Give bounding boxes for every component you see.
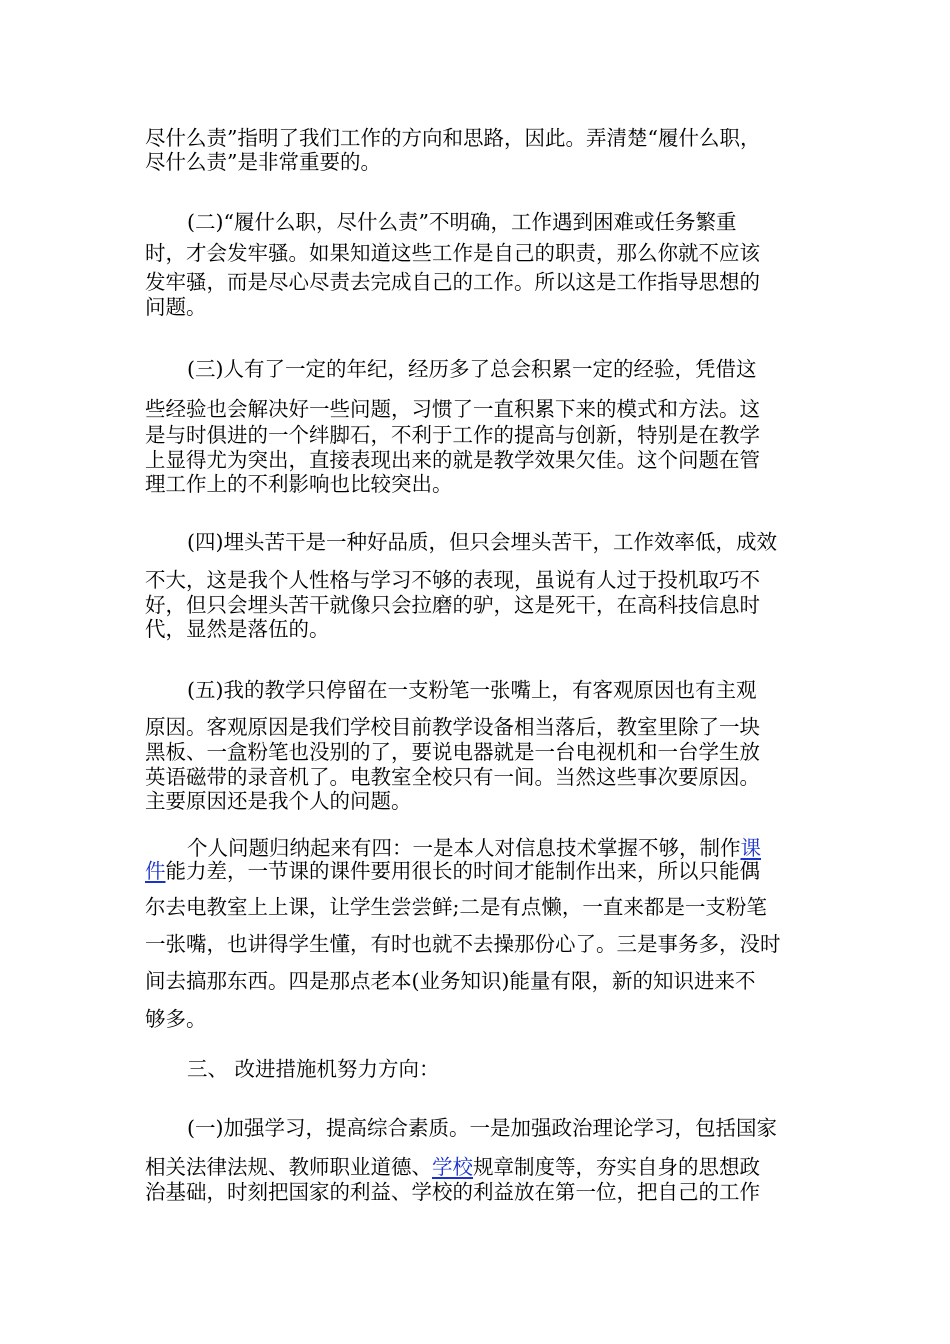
text-run: 是与时俱进的一个绊脚石，不利于工作的提高与创新，特别是在教学 bbox=[145, 423, 760, 447]
text-run: 尽什么责”是非常重要的。 bbox=[145, 150, 381, 174]
text-run: 黑板、一盒粉笔也没别的了，要说电器就是一台电视机和一台学生放 bbox=[145, 740, 760, 764]
text-run: 规章制度等，夯实自身的思想政 bbox=[473, 1155, 760, 1179]
text-run: 三、 改进措施机努力方向： bbox=[187, 1057, 440, 1081]
text-run: 好，但只会埋头苦干就像只会拉磨的驴，这是死干，在高科技信息时 bbox=[145, 593, 760, 617]
text-run: 不大，这是我个人性格与学习不够的表现，虽说有人过于投机取巧不 bbox=[145, 568, 760, 592]
text-line bbox=[145, 1155, 760, 1179]
text-run: 相关法律法规、教师职业道德、 bbox=[145, 1155, 432, 1179]
text-line bbox=[145, 397, 760, 421]
text-run: 治基础，时刻把国家的利益、学校的利益放在第一位，把自己的工作 bbox=[145, 1180, 760, 1204]
text-line bbox=[187, 357, 757, 381]
text-line bbox=[145, 126, 760, 150]
text-line bbox=[187, 530, 777, 554]
text-run: 一张嘴，也讲得学生懂，有时也就不去操那份心了。三是事务多，没时 bbox=[145, 932, 781, 956]
text-line bbox=[145, 295, 207, 319]
text-line bbox=[187, 1116, 777, 1140]
text-line bbox=[145, 448, 760, 472]
text-line bbox=[145, 969, 756, 993]
text-line bbox=[145, 423, 760, 447]
text-line bbox=[187, 1057, 440, 1081]
text-line bbox=[187, 836, 761, 860]
text-line bbox=[145, 1180, 760, 1204]
text-run: (二)“履什么职，尽什么责”不明确，工作遇到困难或任务繁重 bbox=[187, 210, 737, 234]
text-line bbox=[145, 859, 760, 883]
text-run: 间去搞那东西。四是那点老本(业务知识)能量有限，新的知识进来不 bbox=[145, 969, 756, 993]
text-line bbox=[145, 617, 330, 641]
text-line bbox=[187, 210, 736, 234]
text-line bbox=[145, 715, 760, 739]
text-line bbox=[145, 740, 760, 764]
text-line bbox=[145, 472, 453, 496]
text-run: 尽什么责”指明了我们工作的方向和思路，因此。弄清楚“履什么职， bbox=[145, 126, 761, 150]
text-run: (三)人有了一定的年纪，经历多了总会积累一定的经验，凭借这 bbox=[187, 357, 757, 381]
text-line bbox=[145, 932, 781, 956]
text-run: 上显得尤为突出，直接表现出来的就是教学效果欠佳。这个问题在管 bbox=[145, 448, 760, 472]
text-run: 理工作上的不利影响也比较突出。 bbox=[145, 472, 453, 496]
text-line bbox=[145, 765, 760, 789]
text-line bbox=[145, 593, 760, 617]
hyperlink[interactable]: 课 bbox=[740, 836, 761, 860]
text-line bbox=[145, 150, 381, 174]
text-run: 个人问题归纳起来有四：一是本人对信息技术掌握不够，制作 bbox=[187, 836, 741, 860]
text-line bbox=[145, 895, 767, 919]
text-line bbox=[187, 678, 757, 702]
text-line bbox=[145, 1007, 207, 1031]
text-run: 问题。 bbox=[145, 295, 207, 319]
text-run: 原因。客观原因是我们学校目前教学设备相当落后，教室里除了一块 bbox=[145, 715, 760, 739]
text-run: (一)加强学习，提高综合素质。一是加强政治理论学习，包括国家 bbox=[187, 1116, 777, 1140]
text-run: 够多。 bbox=[145, 1007, 207, 1031]
text-run: (四)埋头苦干是一种好品质，但只会埋头苦干，工作效率低，成效 bbox=[187, 530, 777, 554]
hyperlink[interactable]: 学校 bbox=[432, 1155, 473, 1179]
text-run: 主要原因还是我个人的问题。 bbox=[145, 789, 412, 813]
text-run: 尔去电教室上上课，让学生尝尝鲜;二是有点懒，一直来都是一支粉笔 bbox=[145, 895, 767, 919]
text-line bbox=[145, 270, 760, 294]
text-run: 时，才会发牢骚。如果知道这些工作是自己的职责，那么你就不应该 bbox=[145, 241, 760, 265]
text-run: (五)我的教学只停留在一支粉笔一张嘴上，有客观原因也有主观 bbox=[187, 678, 757, 702]
text-line bbox=[145, 789, 412, 813]
text-run: 些经验也会解决好一些问题，习惯了一直积累下来的模式和方法。这 bbox=[145, 397, 760, 421]
text-run: 能力差，一节课的课件要用很长的时间才能制作出来，所以只能偶 bbox=[165, 859, 760, 883]
text-line bbox=[145, 241, 760, 265]
text-run: 发牢骚，而是尽心尽责去完成自己的工作。所以这是工作指导思想的 bbox=[145, 270, 760, 294]
text-run: 代，显然是落伍的。 bbox=[145, 617, 330, 641]
hyperlink[interactable]: 件 bbox=[145, 859, 166, 883]
text-line bbox=[145, 568, 760, 592]
text-run: 英语磁带的录音机了。电教室全校只有一间。当然这些事次要原因。 bbox=[145, 765, 760, 789]
